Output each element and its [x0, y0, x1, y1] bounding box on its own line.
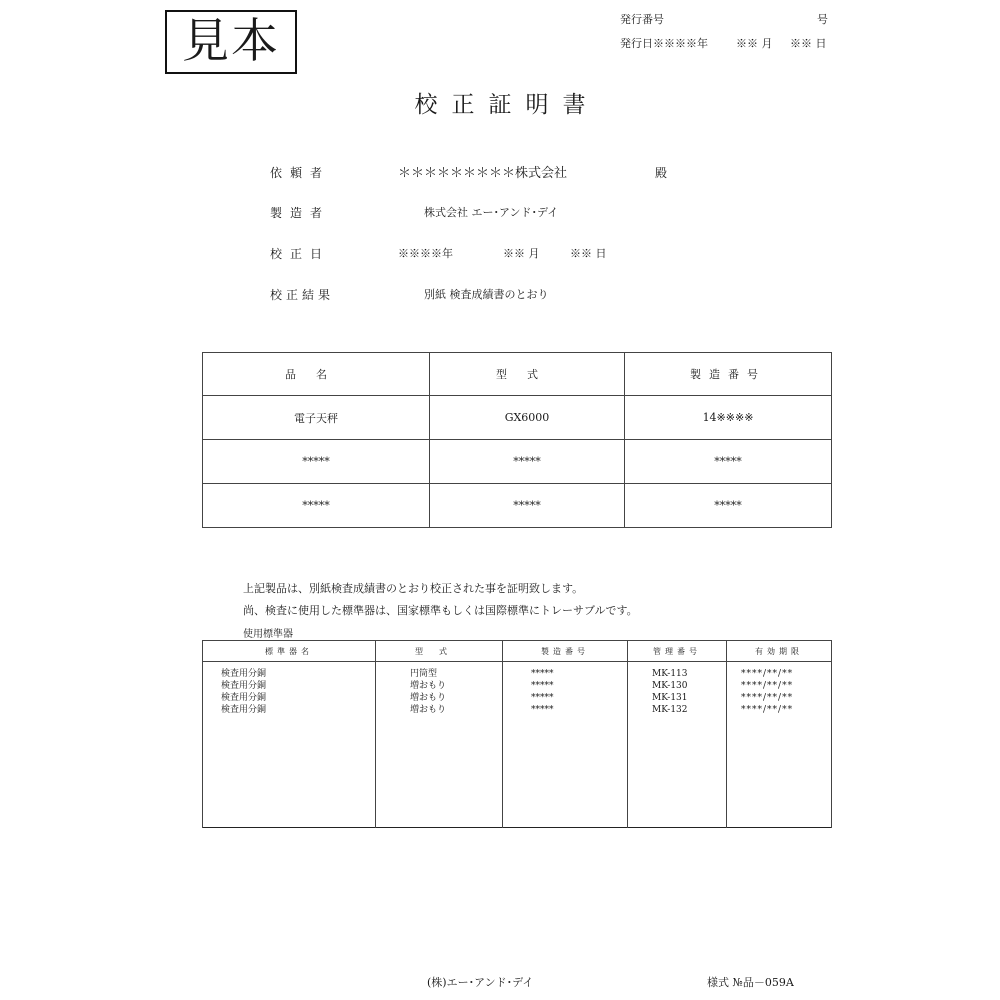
- header-expiry-date: 有効期限: [727, 641, 832, 662]
- header-control-number: 管理番号: [628, 641, 727, 662]
- expiry-date-column: [727, 662, 832, 828]
- list-item: 検査用分銅: [221, 681, 267, 691]
- list-item: 検査用分銅: [221, 705, 267, 715]
- standards-table-header: [203, 641, 832, 662]
- footer-form-number: 様式 №品－059A: [707, 976, 794, 989]
- issue-number-suffix: 号: [817, 13, 828, 26]
- table-row: [203, 396, 832, 440]
- list-item: *****: [531, 681, 554, 691]
- list-item: 増おもり: [410, 693, 447, 703]
- list-item: ****/**/**: [741, 705, 794, 715]
- standard-serial-column: [503, 662, 628, 828]
- product-name-cell: *****: [203, 484, 430, 528]
- list-item: MK-132: [652, 705, 688, 715]
- header-model: 型式: [430, 353, 625, 396]
- header-product-name: 品名: [203, 353, 430, 396]
- issue-date-year: ※※※※年: [653, 37, 708, 50]
- list-item: *****: [531, 705, 554, 715]
- serial-number-cell: 14※※※※: [625, 396, 832, 440]
- serial-number-cell: *****: [625, 440, 832, 484]
- standards-table: [202, 640, 832, 828]
- calibration-result-label: 校正結果: [270, 288, 335, 302]
- header-standard-serial: 製造番号: [503, 641, 628, 662]
- footer-company: (株)エー･アンド･デイ: [427, 976, 534, 989]
- calibration-date-label: 校正日: [270, 247, 331, 261]
- client-suffix: 殿: [655, 166, 668, 180]
- manufacturer-value: 株式会社 エー･アンド･デイ: [424, 206, 559, 219]
- calibration-date-month: ※※ 月: [503, 247, 540, 260]
- list-item: 増おもり: [410, 705, 447, 715]
- document-title: 校正証明書: [414, 92, 600, 118]
- model-cell: *****: [430, 484, 625, 528]
- header-standard-name: 標準器名: [203, 641, 376, 662]
- standards-table-body: [203, 662, 832, 828]
- list-item: 検査用分銅: [221, 669, 267, 679]
- header-serial-number: 製造番号: [625, 353, 832, 396]
- product-name-cell: *****: [203, 440, 430, 484]
- calibration-result-value: 別紙 検査成績書のとおり: [424, 288, 549, 301]
- issue-date-label: 発行日: [620, 37, 653, 50]
- issue-number-label: 発行番号: [620, 13, 664, 26]
- list-item: MK-113: [652, 669, 688, 679]
- calibration-date-day: ※※ 日: [570, 247, 607, 260]
- table-row: [203, 484, 832, 528]
- issue-date-day: ※※ 日: [790, 37, 827, 50]
- control-number-column: [628, 662, 727, 828]
- list-item: *****: [531, 693, 554, 703]
- traceability-statement: 尚、検査に使用した標準器は、国家標準もしくは国際標準にトレーサブルです。: [243, 604, 638, 617]
- standards-label: 使用標準器: [243, 629, 293, 640]
- model-cell: *****: [430, 440, 625, 484]
- calibration-date-year: ※※※※年: [398, 247, 453, 260]
- list-item: 検査用分銅: [221, 693, 267, 703]
- list-item: *****: [531, 669, 554, 679]
- manufacturer-label: 製造者: [270, 206, 331, 220]
- list-item: 円筒型: [410, 669, 438, 679]
- list-item: ****/**/**: [741, 693, 794, 703]
- product-table: [202, 352, 832, 528]
- client-value: ＊＊＊＊＊＊＊＊＊株式会社: [398, 166, 568, 181]
- certification-statement: 上記製品は、別紙検査成績書のとおり校正された事を証明致します。: [243, 582, 584, 595]
- list-item: ****/**/**: [741, 669, 794, 679]
- issue-date-month: ※※ 月: [736, 37, 773, 50]
- list-item: 増おもり: [410, 681, 447, 691]
- table-row: [203, 440, 832, 484]
- standard-name-column: [203, 662, 376, 828]
- sample-stamp: 見本: [165, 10, 297, 74]
- standard-model-column: [376, 662, 503, 828]
- serial-number-cell: *****: [625, 484, 832, 528]
- list-item: ****/**/**: [741, 681, 794, 691]
- product-name-cell: 電子天秤: [203, 396, 430, 440]
- model-cell: GX6000: [430, 396, 625, 440]
- header-standard-model: 型式: [376, 641, 503, 662]
- product-table-header: [203, 353, 832, 396]
- client-label: 依頼者: [270, 166, 331, 180]
- list-item: MK-130: [652, 681, 688, 691]
- list-item: MK-131: [652, 693, 688, 703]
